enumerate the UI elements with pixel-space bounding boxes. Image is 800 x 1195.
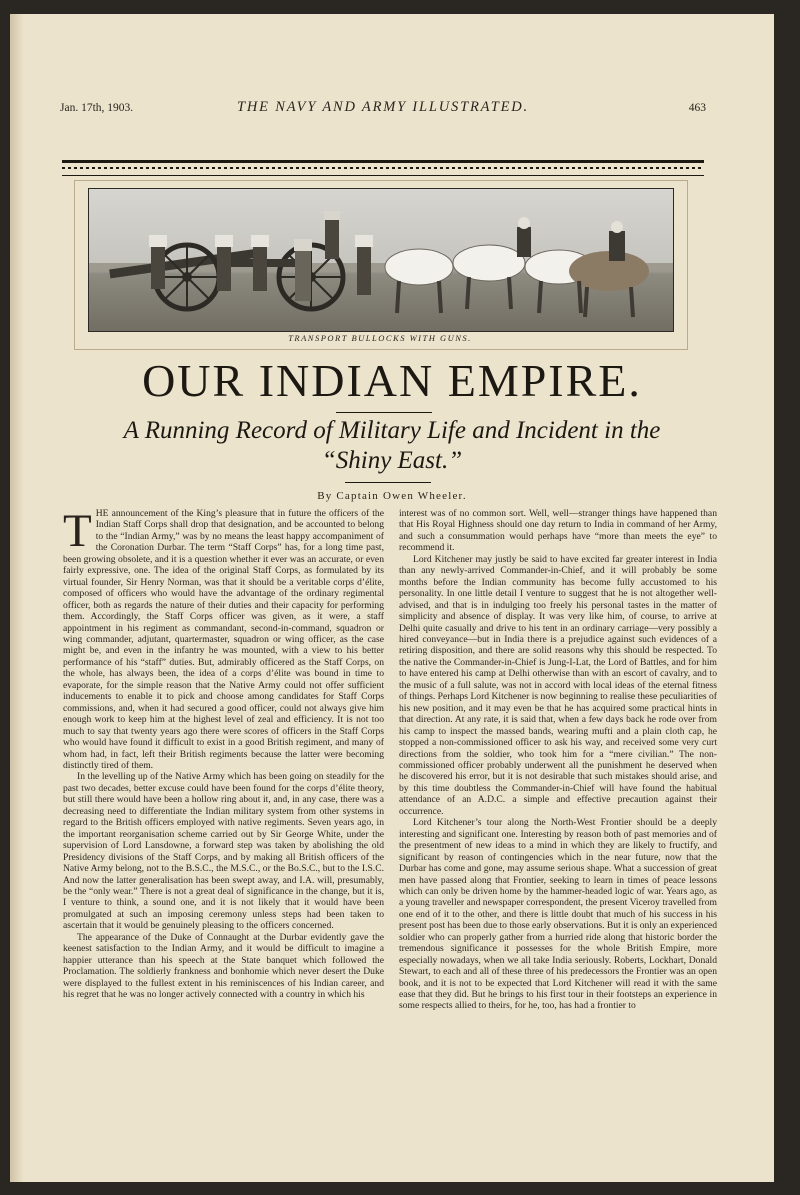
drop-cap: T [63, 508, 92, 557]
photo-caption: TRANSPORT BULLOCKS WITH GUNS. [288, 333, 472, 343]
subtitle-rule [345, 482, 431, 483]
paragraph: The appearance of the Duke of Connaught at the Durbar evidently gave the keenest satisfaction to the Indian Army, and it would be difficult to imagine a happier utterance than his speech at the State banquet which followed the Proclamation. The soldierly frankness and bonhomie which never desert the Duke were displayed to the fullest extent in his reminiscences of his Indian career, and his regret that he was no longer actively connected with a country in which his [63, 931, 384, 1001]
subtitle-line-1: A Running Record of Military Life and Incident in the [123, 417, 661, 444]
decorative-rule-band [62, 160, 704, 176]
running-header [60, 98, 706, 118]
page-number: 463 [688, 102, 706, 114]
paragraph: interest was of no common sort. Well, well—stranger things have happened than that His Royal Highness should one day return to India in command of her Army, and such a consummation would perhaps have “more than meets the eye” to recommend it. [399, 508, 717, 554]
photo-illustration [89, 189, 673, 331]
magazine-title: THE NAVY AND ARMY ILLUSTRATED. [237, 99, 529, 115]
subtitle-line-2: “Shiny East.” [321, 447, 463, 474]
article-column-right [399, 508, 717, 1128]
article-column-left [63, 508, 384, 1128]
title-rule [336, 412, 432, 413]
article-title: OUR INDIAN EMPIRE. [142, 355, 642, 406]
magazine-page [10, 14, 774, 1182]
page-spine-shadow [10, 14, 24, 1182]
paragraph: Lord Kitchener’s tour along the North-West Frontier should be a deeply interesting and significant one. Interesting by reason both of past memories and of the presentment of new ideas to a mind in which they are likely to fructify, and significant by reason of contingencies which in the near future, now that the Durbar has come and gone, may assume serious shape. What a succession of great men have passed along that Frontier, seeking to learn in times of peace lessons which can only be driven home by the hammer-headed logic of war. Years ago, as a young traveller and newspaper correspondent, the present Viceroy travelled from one end of it to the other, and there is little doubt that much of his success in his present post has been due to those early observations. But it is only an experienced soldier who can properly gather from a hurried ride along that historic border the tremendous significance it possesses for the whole British Empire, more especially nowadays, when we all take India seriously. Roberts, Lockhart, Donald Stewart, to each and all of these three of his predecessors the Frontier was an open book, and it is not to be expected that Lord Kitchener will read it with the same ease that they did. But he brings to his first tour in their footsteps an experience in some respects allied to theirs, for he, too, has had a frontier to [399, 817, 717, 1012]
paragraph: In the levelling up of the Native Army which has been going on steadily for the past two decades, better excuse could have been found for the corps d’élite theory, but still there would have been a hollow ring about it, and, in any case, there was a decreasing need to differentiate the Indian military system from other systems in regard to the British officers employed with native regiments. Seven years ago, in the important reorganisation scheme carried out by Sir George White, under the supervision of Lord Lansdowne, a forward step was taken by abolishing the old Presidency divisions of the Staff Corps, and by making all British officers of the Native Army belong, not to the B.S.C., the M.S.C., or the Bo.S.C., but to the I.S.C. And now the latter generalisation has been swept away, and I.A. will, presumably, be the “only wear.” There is not a great deal of significance in the change, but it is, I venture to think, a sound one, and it is not likely that it would have been promulgated at such an imposing ceremony unless steps had been taken to ascertain that it would be genuinely pleasing to the officers concerned. [63, 771, 384, 932]
transport-bullocks-photo [88, 188, 674, 332]
byline: By Captain Owen Wheeler. [317, 490, 467, 502]
paragraph: Lord Kitchener may justly be said to have excited far greater interest in India than any newly-arrived Commander-in-Chief, and it will probably be some months before the Indian community has become fully accustomed to his personality. In one little detail I venture to suggest that he is not altogether well-advised, and that is in indulging too freely his personal tastes in the matter of simplicity and absence of display. It was very like him, of course, to arrive at Delhi quite casually and drive to his tent in an ordinary carriage—very possibly a hired conveyance—but in India there is a prejudice against such evidences of a retiring disposition, and there are solid reasons why this should be respected. To the native the Commander-in-Chief is Jung-I-Lat, the Lord of Battles, and for him to have entered his camp at Delhi otherwise than with an escort of cavalry, and to the music of a full salute, was not in accord with local ideas of the eternal fitness of things. Perhaps Lord Kitchener is now beginning to realise these peculiarities of his new position, and it may even be that he has acquired some practical hints in that direction. At any rate, it is said that, when a few days back he rode over from his camp to inspect the massed bands, wearing mufti and a plain cloth cap, he stopped a non-commissioned officer to ask his way, and received some very curt directions from the soldier, who took him for a “mere civilian.” The non-commissioned officer probably underwent all the punishment he deserved when he discovered his error, but it is not desirable that such mistakes should arise, and by this time doubtless the Commander-in-Chief will have found the habitual attendance of an A.D.C. a simple and effective precaution against their occurrence. [399, 553, 717, 817]
paragraph-text: HE announcement of the King’s pleasure that in future the officers of the Indian Staff Corps shall drop that designation, and be accounted to belong to the “Indian Army,” was by no means the least happy accompaniment of the Coronation Durbar. The term “Staff Corps” has, for a long time past, been growing obsolete, and it is a question whether it ever was an accurate, or even fairly expressive, one. The idea of the original Staff Corps, as formulated by its virtual founder, Sir Henry Norman, was that it should be a veritable corps d’élite, composed of officers who would have the advantage of the ordinary regimental officer, both as regards the nature of their duties and their capacity for performing them. Accordingly, the Staff Corps officer was given, as it were, a staff appointment in his regiment as commandant, second-in-command, squadron or wing commander, adjutant, quartermaster, squadron or wing officer, as the case might be, and even in the infantry he was mounted, with a view to his better performance of his “staff” duties. But, admirably officered as the Staff Corps, on the whole, has always been, the idea of a corps d’élite was bound in time to evaporate, for the simple reason that the Native Army could not offer sufficient inducements to enable it to pick and choose among candidates for Staff Corps commissions, and, when it had secured a good officer, could not always give him enough work to keep him at the highest level of zeal and efficiency. It is not too much to say that twenty years ago there were scores of officers in the Staff Corps who would have found it difficult to exist in a good British regiment, and many of whom had, in fact, left their British regiments because the latter were becoming distinctly tired of them. [63, 508, 384, 771]
issue-date: Jan. 17th, 1903. [60, 102, 134, 114]
article-subtitle [10, 416, 774, 476]
paragraph [63, 508, 384, 771]
